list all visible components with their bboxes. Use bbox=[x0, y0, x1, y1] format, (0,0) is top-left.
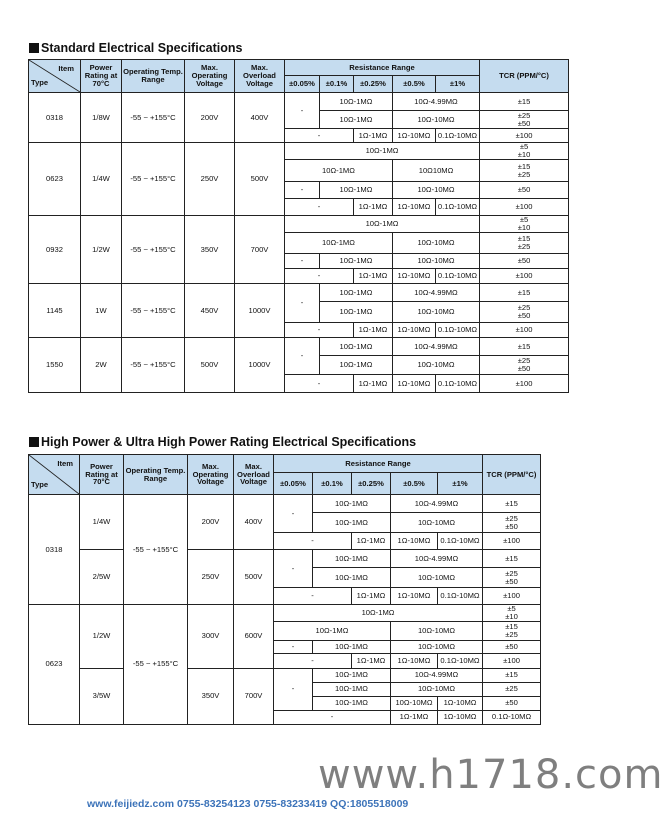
range-cell: 10Ω-1MΩ bbox=[313, 682, 391, 696]
dash-cell: - bbox=[274, 550, 313, 588]
header-op-voltage: Max. Operating Voltage bbox=[188, 455, 234, 495]
range-cell: 1Ω-10MΩ bbox=[393, 375, 436, 393]
header-tol-3: ±0.5% bbox=[391, 473, 438, 495]
standard-spec-table bbox=[28, 59, 569, 393]
range-cell: 10Ω-1MΩ bbox=[285, 233, 393, 254]
tcr-value: ±50 bbox=[517, 311, 531, 320]
dash-cell: - bbox=[285, 93, 320, 129]
temp-cell: -55 ~ +155°C bbox=[122, 338, 185, 393]
header-resistance: Resistance Range bbox=[285, 60, 480, 76]
range-cell: 1Ω-1MΩ bbox=[352, 533, 391, 550]
ol-voltage-cell: 1000V bbox=[235, 284, 285, 338]
dash-cell: - bbox=[274, 533, 352, 550]
ol-voltage-cell: 500V bbox=[234, 550, 274, 605]
dash-cell: - bbox=[274, 640, 313, 653]
tcr-value: ±25 bbox=[517, 356, 531, 366]
range-cell: 1Ω-10MΩ bbox=[393, 199, 436, 216]
tcr-cell: ±15 bbox=[483, 495, 541, 513]
range-cell: 1Ω-10MΩ bbox=[393, 323, 436, 338]
tcr-value: ±5 bbox=[519, 142, 529, 152]
op-voltage-cell: 450V bbox=[185, 284, 235, 338]
header-tcr: TCR (PPM/°C) bbox=[483, 455, 541, 495]
tcr-value: ±25 bbox=[505, 629, 518, 639]
range-cell: 10Ω-10MΩ bbox=[391, 696, 438, 710]
dash-cell: - bbox=[285, 254, 320, 269]
tcr-cell: ±100 bbox=[480, 323, 569, 338]
tcr-value: ±25 bbox=[517, 169, 531, 179]
tcr-cell bbox=[480, 143, 569, 160]
range-cell: 10Ω-1MΩ bbox=[320, 111, 393, 129]
dash-cell: - bbox=[274, 588, 352, 605]
range-cell: 1Ω-1MΩ bbox=[354, 269, 393, 284]
footer-contact: www.feijiedz.com 0755-83254123 0755-83233419 QQ:1805518009 bbox=[87, 798, 409, 810]
range-cell: 10Ω-10MΩ bbox=[393, 356, 480, 375]
range-cell: 10Ω-10MΩ bbox=[393, 254, 480, 269]
range-cell: 10Ω-10MΩ bbox=[393, 111, 480, 129]
power-cell: 1/4W bbox=[81, 143, 122, 216]
range-cell: 1Ω-1MΩ bbox=[391, 710, 438, 724]
range-cell: 1Ω-1MΩ bbox=[352, 653, 391, 668]
corner-header bbox=[29, 60, 81, 93]
tcr-value: ±50 bbox=[505, 576, 518, 586]
range-cell: 10Ω-10MΩ bbox=[391, 682, 483, 696]
op-voltage-cell: 350V bbox=[188, 668, 234, 724]
header-item: Item bbox=[58, 64, 74, 73]
ol-voltage-cell: 700V bbox=[235, 216, 285, 284]
dash-cell: - bbox=[285, 199, 354, 216]
temp-cell: -55 ~ +155°C bbox=[122, 216, 185, 284]
range-cell: 10Ω-4.99MΩ bbox=[391, 550, 483, 568]
tcr-value: ±10 bbox=[517, 223, 531, 232]
range-cell: 10Ω-1MΩ bbox=[313, 568, 391, 588]
dash-cell: - bbox=[285, 284, 320, 323]
tcr-value: ±10 bbox=[517, 150, 531, 159]
type-cell: 1550 bbox=[29, 338, 81, 393]
tcr-cell: ±15 bbox=[483, 668, 541, 682]
power-cell: 1W bbox=[81, 284, 122, 338]
range-cell: 1Ω-10MΩ bbox=[438, 710, 483, 724]
range-cell: 0.1Ω-10MΩ bbox=[436, 375, 480, 393]
tcr-value: ±50 bbox=[505, 521, 518, 531]
range-cell: 10Ω-10MΩ bbox=[391, 640, 483, 653]
tcr-cell bbox=[480, 356, 569, 375]
tcr-value: ±25 bbox=[505, 568, 518, 578]
tcr-cell: ±100 bbox=[480, 375, 569, 393]
range-cell: 10Ω-1MΩ bbox=[285, 160, 393, 182]
range-cell: 10Ω-1MΩ bbox=[320, 254, 393, 269]
range-cell: 10Ω-10MΩ bbox=[393, 233, 480, 254]
range-cell: 1Ω-10MΩ bbox=[438, 696, 483, 710]
power-cell: 1/2W bbox=[80, 605, 124, 669]
tcr-cell: ±15 bbox=[483, 550, 541, 568]
type-cell: 0318 bbox=[29, 93, 81, 143]
tcr-cell bbox=[480, 233, 569, 254]
range-cell: 1Ω-1MΩ bbox=[354, 375, 393, 393]
tcr-cell: ±50 bbox=[480, 182, 569, 199]
range-cell: 1Ω-1MΩ bbox=[354, 129, 393, 143]
dash-cell: - bbox=[274, 710, 391, 724]
dash-cell: - bbox=[274, 668, 313, 710]
range-cell: 10Ω-10MΩ bbox=[391, 568, 483, 588]
tcr-cell bbox=[483, 513, 541, 533]
range-cell: 10Ω-1MΩ bbox=[313, 668, 391, 682]
tcr-value: ±15 bbox=[517, 234, 531, 244]
dash-cell: - bbox=[285, 338, 320, 375]
power-cell: 2/5W bbox=[80, 550, 124, 605]
header-tol-4: ±1% bbox=[438, 473, 483, 495]
range-cell: 10Ω-1MΩ bbox=[313, 550, 391, 568]
tcr-cell: ±100 bbox=[483, 533, 541, 550]
op-voltage-cell: 200V bbox=[188, 495, 234, 550]
range-cell: 1Ω-10MΩ bbox=[393, 269, 436, 284]
tcr-cell: ±100 bbox=[480, 129, 569, 143]
type-cell: 0318 bbox=[29, 495, 80, 605]
range-cell: 10Ω10MΩ bbox=[393, 160, 480, 182]
range-cell: 10Ω-1MΩ bbox=[313, 495, 391, 513]
temp-cell: -55 ~ +155°C bbox=[122, 93, 185, 143]
header-tol-2: ±0.25% bbox=[354, 76, 393, 93]
range-cell: 10Ω-4.99MΩ bbox=[393, 284, 480, 302]
op-voltage-cell: 300V bbox=[188, 605, 234, 669]
dash-cell: - bbox=[285, 269, 354, 284]
header-tol-0: ±0.05% bbox=[285, 76, 320, 93]
square-bullet-icon bbox=[29, 437, 39, 447]
header-op-voltage: Max. Operating Voltage bbox=[185, 60, 235, 93]
header-power: Power Rating at 70°C bbox=[80, 455, 124, 495]
range-cell: 0.1Ω-10MΩ bbox=[438, 653, 483, 668]
range-cell: 10Ω-1MΩ bbox=[320, 93, 393, 111]
dash-cell: - bbox=[285, 375, 354, 393]
range-cell: 1Ω-1MΩ bbox=[354, 323, 393, 338]
header-tol-4: ±1% bbox=[436, 76, 480, 93]
dash-cell: - bbox=[285, 129, 354, 143]
range-cell: 1Ω-10MΩ bbox=[391, 653, 438, 668]
tcr-value: ±10 bbox=[505, 611, 518, 621]
header-temp: Operating Temp. Range bbox=[124, 455, 188, 495]
op-voltage-cell: 350V bbox=[185, 216, 235, 284]
range-cell: 10Ω-1MΩ bbox=[285, 216, 480, 233]
temp-cell: -55 ~ +155°C bbox=[122, 143, 185, 216]
dash-cell: - bbox=[274, 495, 313, 533]
range-cell: 10Ω-1MΩ bbox=[320, 338, 393, 356]
header-resistance: Resistance Range bbox=[274, 455, 483, 473]
section-title-text: High Power & Ultra High Power Rating Electrical Specifications bbox=[41, 435, 417, 449]
op-voltage-cell: 250V bbox=[188, 550, 234, 605]
range-cell: 10Ω-4.99MΩ bbox=[391, 495, 483, 513]
dash-cell: - bbox=[274, 653, 352, 668]
tcr-cell bbox=[480, 160, 569, 182]
range-cell: 10Ω-10MΩ bbox=[391, 621, 483, 640]
header-ol-voltage: Max. Overload Voltage bbox=[234, 455, 274, 495]
range-cell: 10Ω-4.99MΩ bbox=[391, 668, 483, 682]
tcr-cell: ±50 bbox=[480, 254, 569, 269]
header-tol-3: ±0.5% bbox=[393, 76, 436, 93]
tcr-value: ±25 bbox=[517, 303, 531, 313]
tcr-cell: ±15 bbox=[480, 93, 569, 111]
range-cell: 10Ω-4.99MΩ bbox=[393, 93, 480, 111]
tcr-value: ±50 bbox=[517, 118, 531, 128]
tcr-value: ±50 bbox=[517, 364, 531, 373]
temp-cell: -55 ~ +155°C bbox=[124, 605, 188, 725]
range-cell: 10Ω-10MΩ bbox=[393, 302, 480, 323]
range-cell: 10Ω-1MΩ bbox=[320, 356, 393, 375]
dash-cell: - bbox=[285, 182, 320, 199]
header-item: Item bbox=[57, 459, 73, 468]
header-tol-0: ±0.05% bbox=[274, 473, 313, 495]
range-cell: 1Ω-1MΩ bbox=[354, 199, 393, 216]
tcr-cell bbox=[483, 605, 541, 622]
range-cell: 10Ω-1MΩ bbox=[320, 302, 393, 323]
type-cell: 0623 bbox=[29, 605, 80, 725]
header-tol-1: ±0.1% bbox=[313, 473, 352, 495]
op-voltage-cell: 500V bbox=[185, 338, 235, 393]
section-title-high-power bbox=[29, 435, 416, 449]
range-cell: 10Ω-4.99MΩ bbox=[393, 338, 480, 356]
corner-header bbox=[29, 455, 80, 495]
power-cell: 1/2W bbox=[81, 216, 122, 284]
section-title-standard bbox=[29, 41, 242, 55]
temp-cell: -55 ~ +155°C bbox=[122, 284, 185, 338]
range-cell: 0.1Ω-10MΩ bbox=[438, 533, 483, 550]
header-power: Power Rating at 70°C bbox=[81, 60, 122, 93]
tcr-value: ±25 bbox=[517, 242, 531, 251]
range-cell: 0.1Ω-10MΩ bbox=[436, 199, 480, 216]
type-cell: 0932 bbox=[29, 216, 81, 284]
range-cell: 10Ω-1MΩ bbox=[313, 640, 391, 653]
high-power-spec-table bbox=[28, 454, 541, 725]
tcr-cell bbox=[480, 302, 569, 323]
tcr-cell: ±100 bbox=[483, 653, 541, 668]
range-cell: 1Ω-10MΩ bbox=[391, 533, 438, 550]
dash-cell: - bbox=[285, 323, 354, 338]
temp-cell: -55 ~ +155°C bbox=[124, 495, 188, 605]
tcr-cell: ±100 bbox=[483, 588, 541, 605]
ol-voltage-cell: 1000V bbox=[235, 338, 285, 393]
range-cell: 0.1Ω-10MΩ bbox=[436, 323, 480, 338]
tcr-value: ±15 bbox=[505, 621, 518, 631]
watermark: www.h1718.com bbox=[318, 752, 663, 798]
range-cell: 1Ω-10MΩ bbox=[393, 129, 436, 143]
square-bullet-icon bbox=[29, 43, 39, 53]
header-tcr: TCR (PPM/°C) bbox=[480, 60, 569, 93]
header-tol-1: ±0.1% bbox=[320, 76, 354, 93]
range-cell: 0.1Ω-10MΩ bbox=[483, 710, 541, 724]
range-cell: 10Ω-1MΩ bbox=[274, 605, 483, 622]
range-cell: 0.1Ω-10MΩ bbox=[436, 269, 480, 284]
range-cell: 10Ω-1MΩ bbox=[320, 284, 393, 302]
tcr-cell bbox=[483, 568, 541, 588]
op-voltage-cell: 250V bbox=[185, 143, 235, 216]
section-title-text: Standard Electrical Specifications bbox=[41, 41, 243, 55]
range-cell: 10Ω-1MΩ bbox=[320, 182, 393, 199]
ol-voltage-cell: 700V bbox=[234, 668, 274, 724]
type-cell: 0623 bbox=[29, 143, 81, 216]
tcr-cell: ±100 bbox=[480, 269, 569, 284]
header-tol-2: ±0.25% bbox=[352, 473, 391, 495]
header-type: Type bbox=[31, 480, 49, 490]
header-type: Type bbox=[31, 78, 49, 88]
range-cell: 0.1Ω-10MΩ bbox=[438, 588, 483, 605]
tcr-cell: ±25 bbox=[483, 682, 541, 696]
tcr-cell bbox=[480, 111, 569, 129]
range-cell: 10Ω-1MΩ bbox=[274, 621, 391, 640]
type-cell: 1145 bbox=[29, 284, 81, 338]
tcr-value: ±5 bbox=[519, 215, 529, 225]
range-cell: 10Ω-1MΩ bbox=[313, 513, 391, 533]
power-cell: 2W bbox=[81, 338, 122, 393]
power-cell: 1/8W bbox=[81, 93, 122, 143]
ol-voltage-cell: 600V bbox=[234, 605, 274, 669]
tcr-value: ±15 bbox=[517, 161, 531, 171]
tcr-value: ±5 bbox=[507, 604, 516, 613]
header-temp: Operating Temp. Range bbox=[122, 60, 185, 93]
range-cell: 0.1Ω-10MΩ bbox=[436, 129, 480, 143]
range-cell: 1Ω-1MΩ bbox=[352, 588, 391, 605]
tcr-cell bbox=[480, 216, 569, 233]
tcr-cell bbox=[483, 621, 541, 640]
tcr-value: ±25 bbox=[505, 513, 518, 523]
ol-voltage-cell: 500V bbox=[235, 143, 285, 216]
power-cell: 3/5W bbox=[80, 668, 124, 724]
tcr-cell: ±50 bbox=[483, 696, 541, 710]
range-cell: 10Ω-10MΩ bbox=[391, 513, 483, 533]
tcr-cell: ±15 bbox=[480, 284, 569, 302]
tcr-cell: ±100 bbox=[480, 199, 569, 216]
tcr-cell: ±50 bbox=[483, 640, 541, 653]
ol-voltage-cell: 400V bbox=[234, 495, 274, 550]
power-cell: 1/4W bbox=[80, 495, 124, 550]
ol-voltage-cell: 400V bbox=[235, 93, 285, 143]
range-cell: 10Ω-10MΩ bbox=[393, 182, 480, 199]
range-cell: 1Ω-10MΩ bbox=[391, 588, 438, 605]
header-ol-voltage: Max. Overload Voltage bbox=[235, 60, 285, 93]
tcr-cell: ±15 bbox=[480, 338, 569, 356]
tcr-value: ±25 bbox=[517, 110, 531, 120]
range-cell: 10Ω-1MΩ bbox=[285, 143, 480, 160]
op-voltage-cell: 200V bbox=[185, 93, 235, 143]
range-cell: 10Ω-1MΩ bbox=[313, 696, 391, 710]
